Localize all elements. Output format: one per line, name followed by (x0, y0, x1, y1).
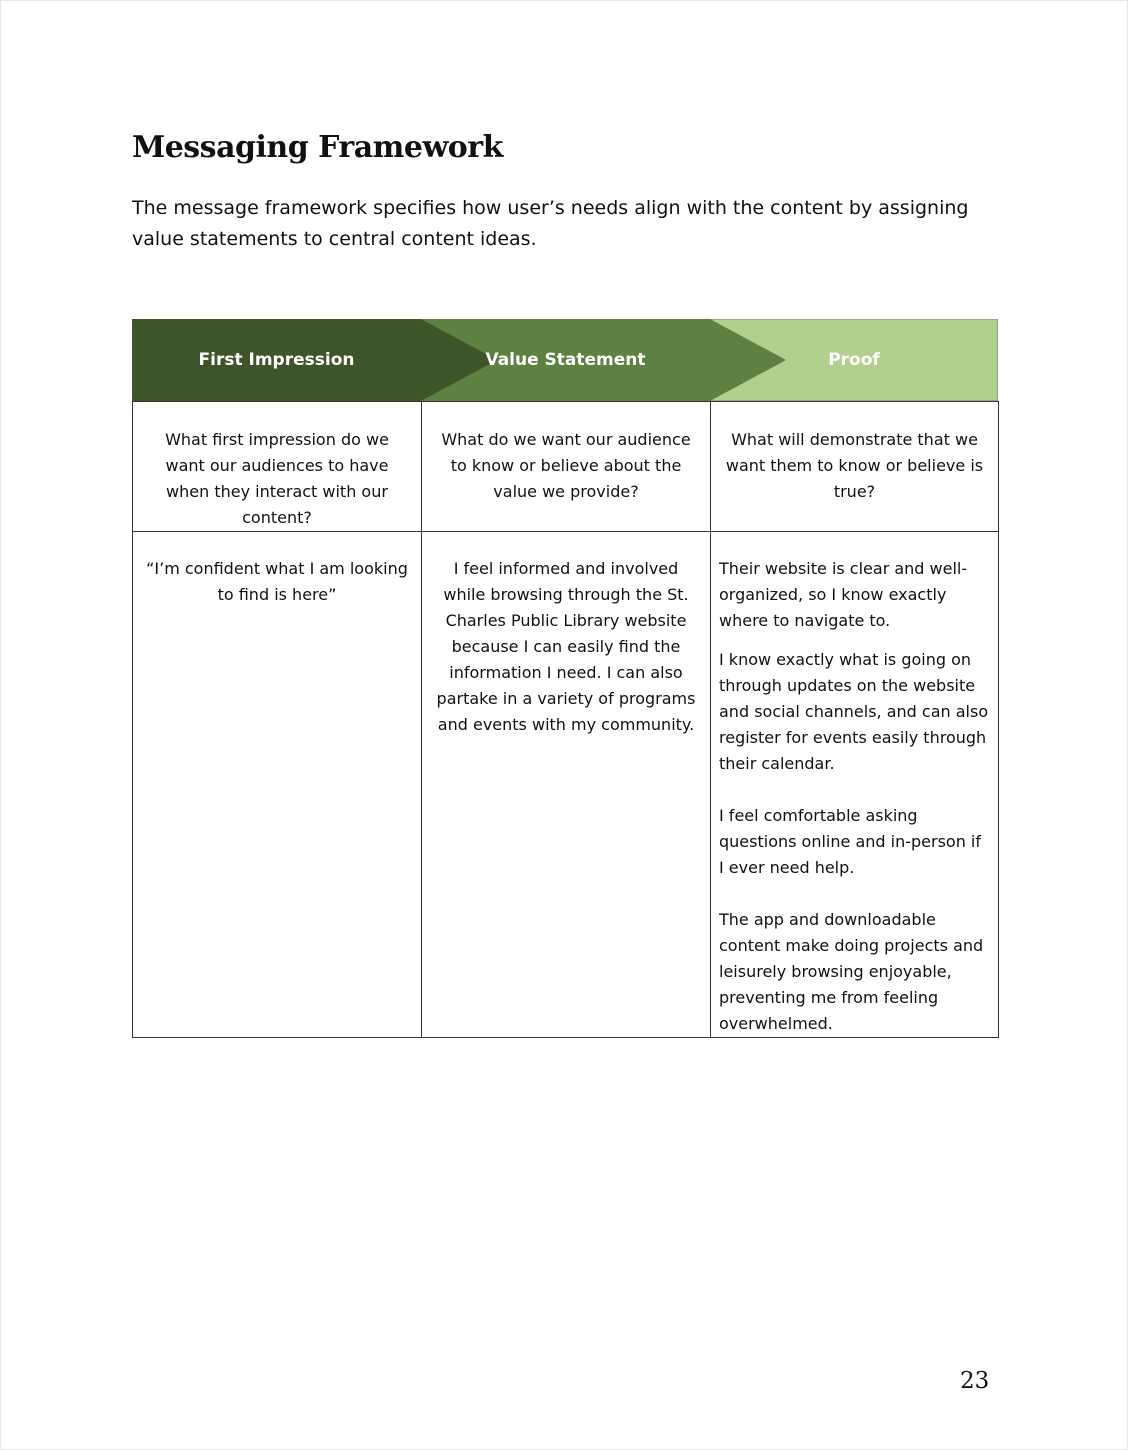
page-title: Messaging Framework (132, 130, 503, 165)
messaging-framework-table (132, 319, 998, 1033)
question-row (133, 402, 999, 532)
proof-point: Their website is clear and well-organized, so I know exactly where to navigate to. (719, 559, 968, 630)
answer-cell-first-impression (133, 532, 422, 1038)
answer-first-impression: “I’m confident what I am looking to find is here” (146, 559, 408, 604)
answer-row (133, 532, 999, 1038)
framework-grid (132, 401, 999, 1038)
question-value-statement: What do we want our audience to know or believe about the value we provide? (441, 430, 691, 501)
framework-header-arrows (132, 319, 998, 401)
answer-cell-proof (711, 532, 999, 1038)
page-number: 23 (960, 1368, 990, 1394)
question-cell-value-statement (422, 402, 711, 532)
question-cell-first-impression (133, 402, 422, 532)
question-cell-proof (711, 402, 999, 532)
answer-value-statement: I feel informed and involved while browsing through the St. Charles Public Library website because I can easily find the information I need. I can also partake in a variety of programs and events with my community. (436, 559, 696, 734)
question-proof: What will demonstrate that we want them to know or believe is true? (725, 430, 984, 501)
proof-point: I feel comfortable asking questions online and in-person if I ever need help. (719, 806, 981, 877)
intro-paragraph: The message framework specifies how user’s needs align with the content by assigning value statements to central content ideas. (132, 197, 969, 250)
proof-points-list (711, 532, 998, 1037)
proof-point: I know exactly what is going on through updates on the website and social channels, and can also register for events easily through their calendar. (719, 650, 989, 773)
answer-cell-value-statement (422, 532, 711, 1038)
proof-point: The app and downloadable content make doing projects and leisurely browsing enjoyable, preventing me from feeling overwhelmed. (719, 910, 984, 1033)
header-first-impression: First Impression (198, 350, 355, 370)
question-first-impression: What first impression do we want our audiences to have when they interact with our content? (165, 430, 389, 527)
header-value-statement: Value Statement (485, 350, 646, 370)
header-proof: Proof (828, 350, 880, 370)
